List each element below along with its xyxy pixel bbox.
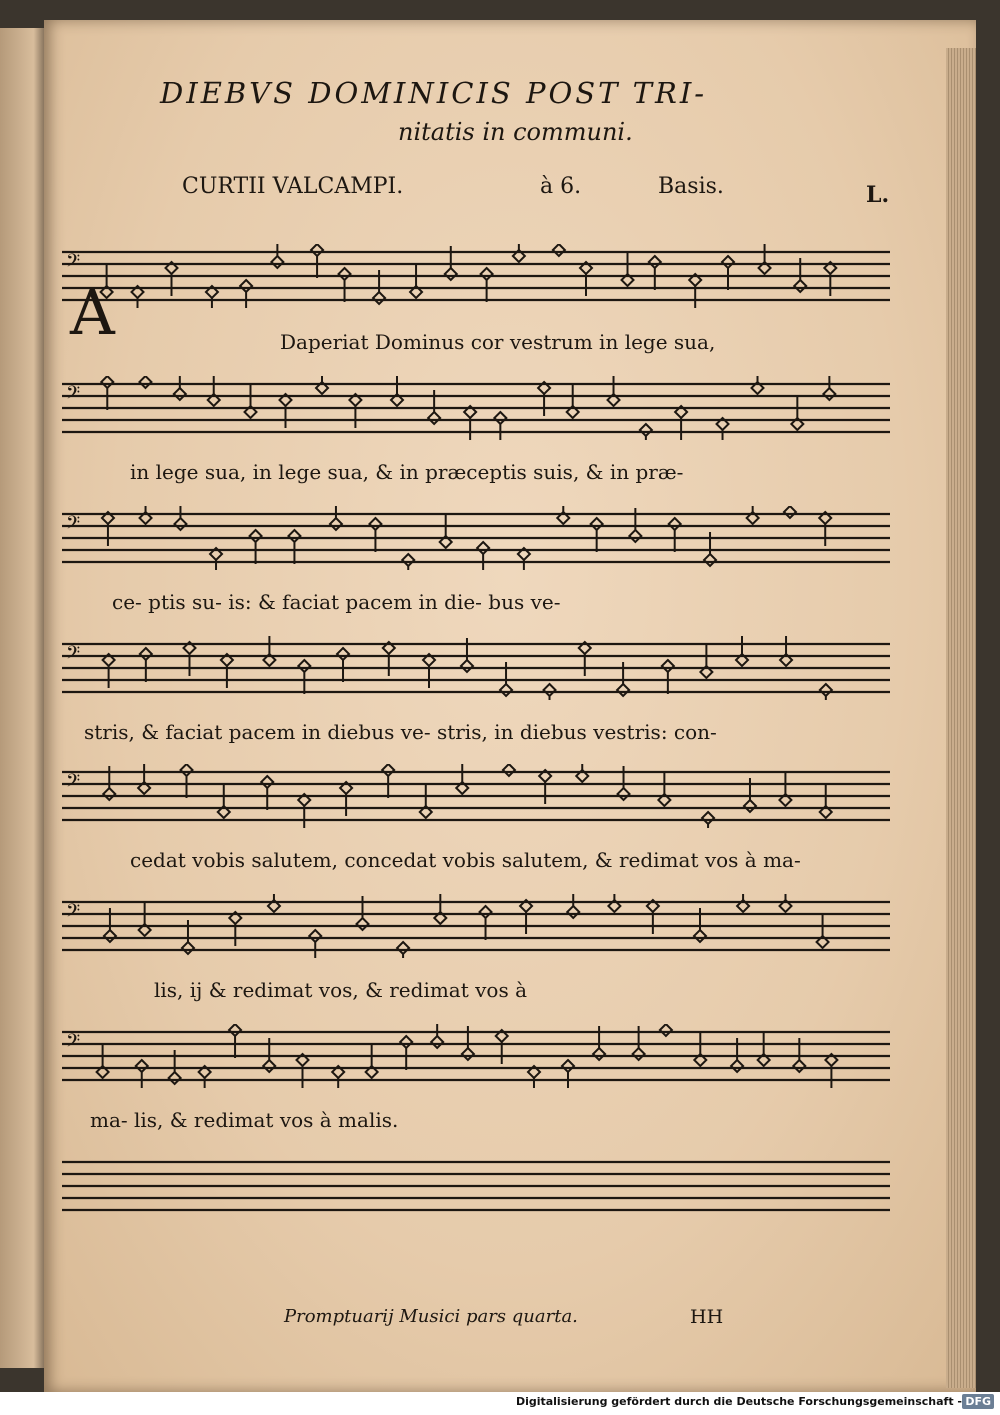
bass-clef-icon: 𝄢 xyxy=(66,513,81,538)
note-head-icon xyxy=(101,376,113,388)
note-head-icon xyxy=(271,256,283,268)
note-head-icon xyxy=(567,906,579,918)
note-head-icon xyxy=(591,518,603,530)
note-head-icon xyxy=(330,518,342,530)
note-head-icon xyxy=(339,268,351,280)
note-head-icon xyxy=(461,660,473,672)
note-head-icon xyxy=(140,648,152,660)
page-mark: L. xyxy=(866,182,890,208)
note-head-icon xyxy=(311,244,323,256)
initial-letter: A xyxy=(70,276,115,349)
bass-clef-icon: 𝄢 xyxy=(66,901,81,926)
lyric-line-5: cedat vobis salutem, concedat vobis salutem, & redimat vos à ma- xyxy=(130,848,801,872)
note-head-icon xyxy=(263,1060,275,1072)
note-head-icon xyxy=(480,906,492,918)
note-head-icon xyxy=(431,1036,443,1048)
bass-clef-icon: 𝄢 xyxy=(66,643,81,668)
lyric-line-4: stris, & faciat pacem in diebus ve- stris, in diebus vestris: con- xyxy=(84,720,717,744)
note-head-icon xyxy=(629,530,641,542)
note-head-icon xyxy=(369,518,381,530)
note-head-icon xyxy=(309,930,321,942)
note-head-icon xyxy=(660,1024,672,1036)
running-footer: Promptuarij Musici pars quarta. xyxy=(284,1306,578,1327)
note-head-icon xyxy=(744,800,756,812)
note-head-icon xyxy=(462,1048,474,1060)
bass-clef-icon: 𝄢 xyxy=(66,251,81,276)
digitization-credit: Digitalisierung gefördert durch die Deutsche Forschungsgemeinschaft - xyxy=(515,1395,962,1408)
signature-mark: HH xyxy=(690,1306,724,1328)
note-head-icon xyxy=(182,942,194,954)
music-staff-3 xyxy=(62,506,890,570)
note-head-icon xyxy=(240,280,252,292)
note-head-icon xyxy=(544,684,556,696)
note-head-icon xyxy=(793,1060,805,1072)
note-head-icon xyxy=(618,788,630,800)
music-staff-5 xyxy=(62,764,890,828)
note-head-icon xyxy=(649,256,661,268)
lyric-line-3: ce- ptis su- is: & faciat pacem in die- bus ve- xyxy=(112,590,561,614)
music-staff-6 xyxy=(62,894,890,958)
facing-page-edge xyxy=(0,28,48,1368)
voice-count: à 6. xyxy=(540,174,582,199)
note-head-icon xyxy=(397,942,409,954)
note-head-icon xyxy=(477,542,489,554)
note-head-icon xyxy=(494,412,506,424)
note-head-icon xyxy=(288,530,300,542)
page-fore-edge xyxy=(946,48,976,1388)
note-head-icon xyxy=(174,388,186,400)
note-head-icon xyxy=(382,764,394,776)
note-head-icon xyxy=(694,930,706,942)
note-head-icon xyxy=(139,376,151,388)
note-head-icon xyxy=(553,244,565,256)
lyric-line-6: lis, ij & redimat vos, & redimat vos à xyxy=(154,978,528,1002)
note-head-icon xyxy=(356,918,368,930)
note-head-icon xyxy=(104,930,116,942)
music-staff-4 xyxy=(62,636,890,700)
note-head-icon xyxy=(669,518,681,530)
note-head-icon xyxy=(702,812,714,824)
page-subtitle: nitatis in communi. xyxy=(398,118,633,146)
note-head-icon xyxy=(562,1060,574,1072)
bass-clef-icon: 𝄢 xyxy=(66,1031,81,1056)
note-head-icon xyxy=(169,1072,181,1084)
note-head-icon xyxy=(617,684,629,696)
note-head-icon xyxy=(481,268,493,280)
lyric-line-7: ma- lis, & redimat vos à malis. xyxy=(90,1108,399,1132)
note-head-icon xyxy=(373,292,385,304)
note-head-icon xyxy=(250,530,262,542)
note-head-icon xyxy=(794,280,806,292)
note-head-icon xyxy=(181,764,193,776)
note-head-icon xyxy=(784,506,796,518)
note-head-icon xyxy=(722,256,734,268)
bass-clef-icon: 𝄢 xyxy=(66,771,81,796)
page-title: DIEBVS DOMINICIS POST TRI- xyxy=(160,76,708,110)
note-head-icon xyxy=(103,788,115,800)
music-staff-1 xyxy=(62,244,890,308)
note-head-icon xyxy=(298,660,310,672)
dfg-logo: DFG xyxy=(962,1394,994,1409)
note-head-icon xyxy=(500,684,512,696)
note-head-icon xyxy=(662,660,674,672)
note-head-icon xyxy=(820,684,832,696)
note-head-icon xyxy=(633,1048,645,1060)
lyric-line-2: in lege sua, in lege sua, & in præceptis suis, & in præ- xyxy=(130,460,684,484)
note-head-icon xyxy=(823,388,835,400)
music-staff-7 xyxy=(62,1024,890,1088)
note-head-icon xyxy=(731,1060,743,1072)
lyric-line-1: Daperiat Dominus cor vestrum in lege sua, xyxy=(280,330,716,354)
note-head-icon xyxy=(704,554,716,566)
note-head-icon xyxy=(400,1036,412,1048)
bass-clef-icon: 𝄢 xyxy=(66,383,81,408)
note-head-icon xyxy=(174,518,186,530)
note-head-icon xyxy=(337,648,349,660)
music-staff-2 xyxy=(62,376,890,440)
note-head-icon xyxy=(640,424,652,436)
note-head-icon xyxy=(229,1024,241,1036)
note-head-icon xyxy=(503,764,515,776)
note-head-icon xyxy=(445,268,457,280)
digitization-footer xyxy=(0,1392,1000,1415)
note-head-icon xyxy=(428,412,440,424)
voice-part: Basis. xyxy=(658,174,724,199)
composer-name: CURTII VALCAMPI. xyxy=(182,174,404,199)
music-staff-empty xyxy=(62,1154,890,1218)
note-head-icon xyxy=(402,554,414,566)
note-head-icon xyxy=(593,1048,605,1060)
note-head-icon xyxy=(136,1060,148,1072)
note-head-icon xyxy=(261,776,273,788)
